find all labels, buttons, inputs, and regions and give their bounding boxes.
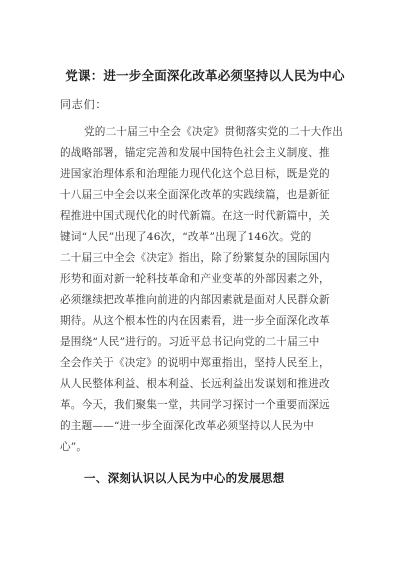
paragraph-line: 全会作关于《决定》的说明中郑重指出，坚持人民至上， — [60, 357, 330, 369]
salutation: 同志们： — [60, 98, 108, 111]
paragraph-line: 十八届三中全会以来全面深化改革的实践续篇，也是新征 — [60, 189, 330, 201]
paragraph-line: 心”。 — [60, 441, 88, 453]
paragraph-line: 形势和面对新一轮科技革命和产业变革的外部因素之外， — [60, 273, 330, 285]
paragraph-line: 程推进中国式现代化的时代新篇。在这一时代新篇中，关 — [60, 210, 330, 222]
paragraph-line: 的战略部署，锚定完善和发展中国特色社会主义制度、推 — [60, 147, 330, 159]
body-paragraph — [60, 122, 360, 458]
paragraph-line: 是围绕“人民”进行的。习近平总书记向党的二十届三中 — [60, 336, 320, 348]
document-title: 党课：进一步全面深化改革必须坚持以人民为中心 — [65, 68, 345, 83]
paragraph-line: 党的二十届三中全会《决定》贯彻落实党的二十大作出 — [84, 126, 344, 138]
paragraph-line: 的主题——“进一步全面深化改革必须坚持以人民为中 — [60, 420, 314, 432]
paragraph-line: 进国家治理体系和治理能力现代化这个总目标，既是党的 — [60, 168, 330, 180]
paragraph-line: 革。今天，我们聚集一堂，共同学习探讨一个重要而深远 — [60, 399, 330, 411]
paragraph-line: 期待。从这个根本性的内在因素看，进一步全面深化改革 — [60, 315, 330, 327]
paragraph-line: 键词“人民”出现了46次，“改革”出现了146次。党的 — [60, 231, 312, 243]
paragraph-line: 必须继续把改革推向前进的内部因素就是面对人民群众新 — [60, 294, 330, 306]
section-heading: 一、深刻认识以人民为中心的发展思想 — [84, 471, 285, 485]
paragraph-line: 二十届三中全会《决定》指出，除了纷繁复杂的国际国内 — [60, 252, 330, 264]
paragraph-line: 从人民整体利益、根本利益、长远利益出发谋划和推进改 — [60, 378, 330, 390]
